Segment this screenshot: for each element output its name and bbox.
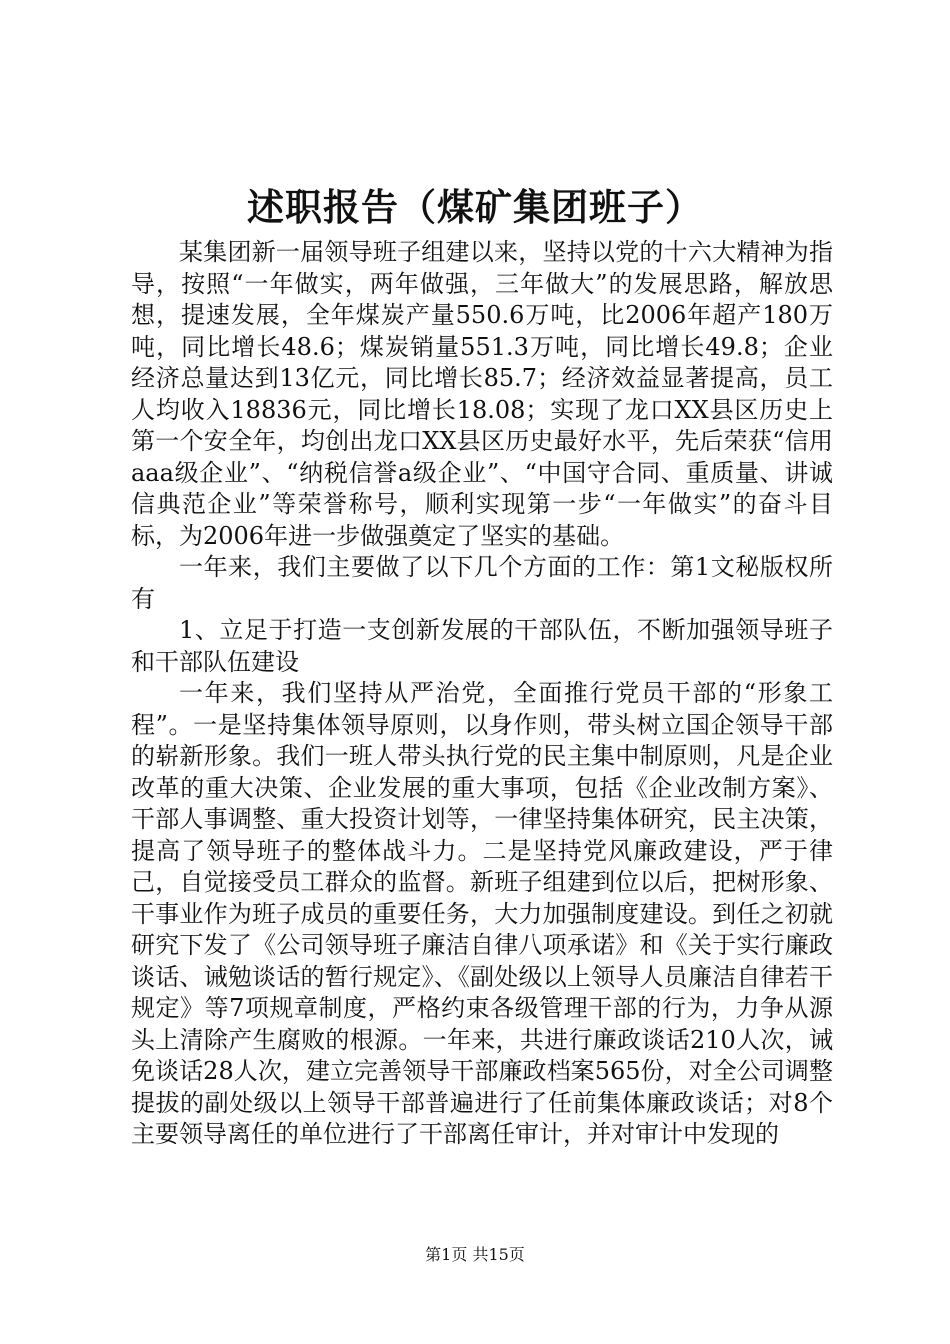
section-heading: 1、立足于打造一支创新发展的干部队伍，不断加强领导班子和干部队伍建设 [131, 616, 833, 676]
document-title: 述职报告（煤矿集团班子） [247, 185, 703, 229]
body-paragraph: 某集团新一届领导班子组建以来，坚持以党的十六大精神为指导，按照“一年做实，两年做强，三年做大”的发展思路，解放思想，提速发展，全年煤炭产量550.6万吨，比2006年超产180万吨，同比增长48.6；煤炭销量551.3万吨，同比增长49.8；企业经济总量达到13亿元，同比增长85.7；经济效益显著提高，员工人均收入18836元，同比增长18.08；实现了龙口XX县区历史上第一个安全年，均创出龙口XX县区历史最好水平，先后荣获“信用aaa级企业”、“纳税信誉a级企业”、“中国守合同、重质量、讲诚信典范企业”等荣誉称号，顺利实现第一步“一年做实”的奋斗目标，为2006年进一步做强奠定了坚实的基础。 [131, 238, 833, 550]
body-paragraph: 一年来，我们坚持从严治党，全面推行党员干部的“形象工程”。一是坚持集体领导原则，以身作则，带头树立国企领导干部的崭新形象。我们一班人带头执行党的民主集中制原则，凡是企业改革的重大决策、企业发展的重大事项，包括《企业改制方案》、干部人事调整、重大投资计划等，一律坚持集体研究，民主决策，提高了领导班子的整体战斗力。二是坚持党风廉政建设，严于律己，自觉接受员工群众的监督。新班子组建到位以后，把树形象、干事业作为班子成员的重要任务，大力加强制度建设。到任之初就研究下发了《公司领导班子廉洁自律八项承诺》和《关于实行廉政谈话、诫勉谈话的暂行规定》、《副处级以上领导人员廉洁自律若干规定》等7项规章制度，严格约束各级管理干部的行为，力争从源头上清除产生腐败的根源。一年来，共进行廉政谈话210人次，诫免谈话28人次，建立完善领导干部廉政档案565份，对全公司调整提拔的副处级以上领导干部普遍进行了任前集体廉政谈话；对8个主要领导离任的单位进行了干部离任审计，并对审计中发现的 [131, 679, 833, 1148]
document-body [131, 237, 833, 1151]
page-footer: 第1页 共15页 [425, 1245, 525, 1264]
body-paragraph: 一年来，我们主要做了以下几个方面的工作：第1文秘版权所有 [131, 553, 833, 613]
